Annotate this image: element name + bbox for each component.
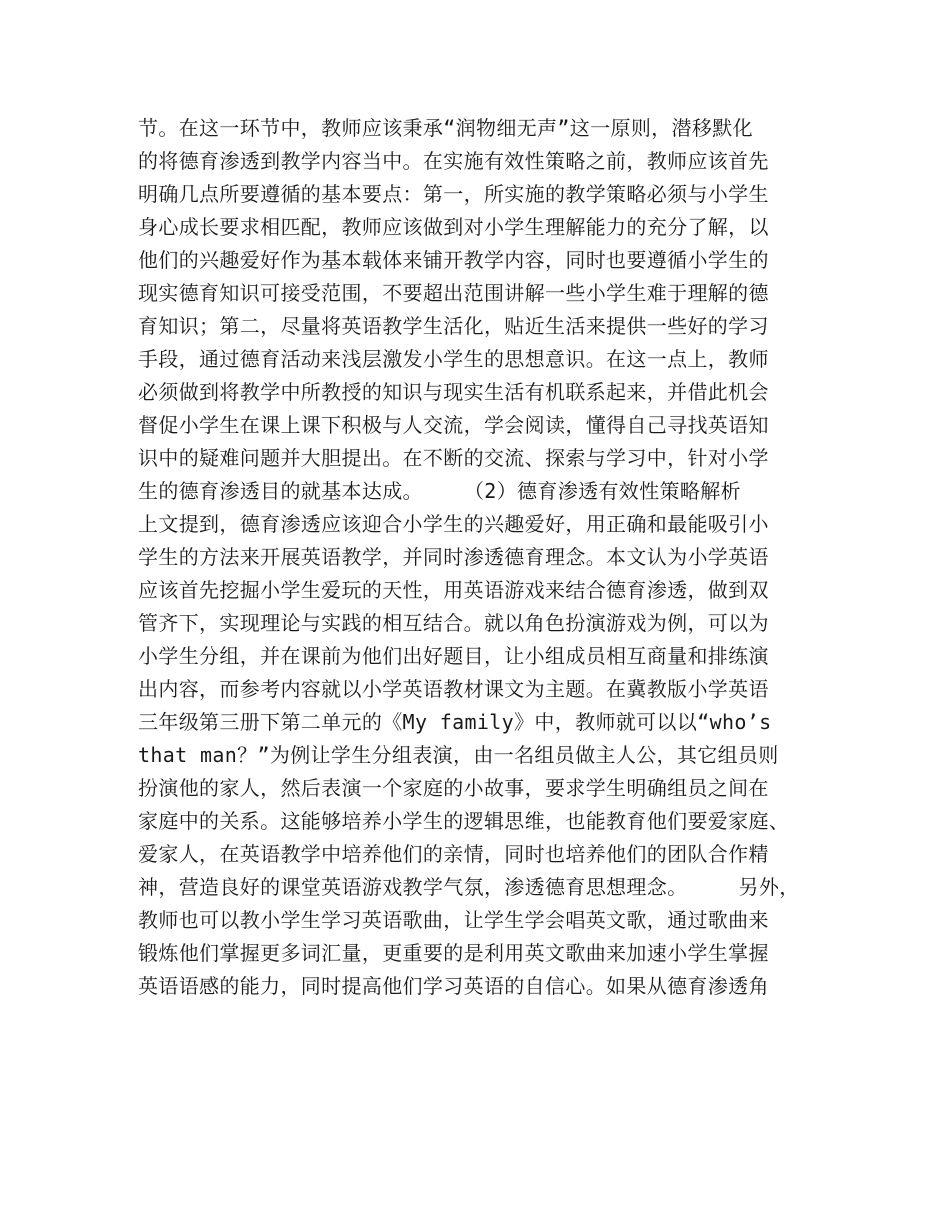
text-line: 英语语感的能力，同时提高他们学习英语的自信心。如果从德育渗透角 [138,974,769,998]
text-line: 识中的疑难问题并大胆提出。在不断的交流、探索与学习中，针对小学 [138,446,769,470]
body-text [138,112,838,1003]
text-line: 学生的方法来开展英语教学，并同时渗透德育理念。本文认为小学英语 [138,545,769,569]
text-line: 手段，通过德育活动来浅层激发小学生的思想意识。在这一点上，教师 [138,347,769,371]
text-line: 家庭中的关系。这能够培养小学生的逻辑思维，也能教育他们要爱家庭、 [138,809,790,833]
text-line: 锻炼他们掌握更多词汇量，更重要的是利用英文歌曲来加速小学生掌握 [138,941,769,965]
text-line: 神，营造良好的课堂英语游戏教学气氛，渗透德育思想理念。 另外， [138,875,800,899]
text-line: 督促小学生在课上课下积极与人交流，学会阅读，懂得自己寻找英语知 [138,413,769,437]
text-line: 管齐下，实现理论与实践的相互结合。就以角色扮演游戏为例，可以为 [138,611,769,635]
text-line: 育知识；第二，尽量将英语教学生活化，贴近生活来提供一些好的学习 [138,314,769,338]
text-line: 明确几点所要遵循的基本要点：第一，所实施的教学策略必须与小学生 [138,182,769,206]
text-line: 现实德育知识可接受范围，不要超出范围讲解一些小学生难于理解的德 [138,281,769,305]
text-line: 扮演他的家人，然后表演一个家庭的小故事，要求学生明确组员之间在 [138,776,769,800]
text-line: that man？”为例让学生分组表演，由一名组员做主人公，其它组员则 [138,743,779,767]
text-line: 出内容，而参考内容就以小学英语教材课文为主题。在冀教版小学英语 [138,677,769,701]
text-line: 的将德育渗透到教学内容当中。在实施有效性策略之前，教师应该首先 [138,149,769,173]
text-line: 生的德育渗透目的就基本达成。 （2）德育渗透有效性策略解析 [138,479,741,503]
text-line: 身心成长要求相匹配，教师应该做到对小学生理解能力的充分了解，以 [138,215,769,239]
text-line: 爱家人，在英语教学中培养他们的亲情，同时也培养他们的团队合作精 [138,842,769,866]
text-line: 他们的兴趣爱好作为基本载体来铺开教学内容，同时也要遵循小学生的 [138,248,769,272]
text-line: 三年级第三册下第二单元的《My family》中，教师就可以以“who’s [138,710,772,734]
text-line: 节。在这一环节中，教师应该秉承“润物细无声”这一原则，潜移默化 [138,116,753,140]
text-line: 上文提到，德育渗透应该迎合小学生的兴趣爱好，用正确和最能吸引小 [138,512,769,536]
text-line: 应该首先挖掘小学生爱玩的天性，用英语游戏来结合德育渗透，做到双 [138,578,769,602]
text-line: 小学生分组，并在课前为他们出好题目，让小组成员相互商量和排练演 [138,644,769,668]
text-line: 必须做到将教学中所教授的知识与现实生活有机联系起来，并借此机会 [138,380,769,404]
text-line: 教师也可以教小学生学习英语歌曲，让学生学会唱英文歌，通过歌曲来 [138,908,769,932]
